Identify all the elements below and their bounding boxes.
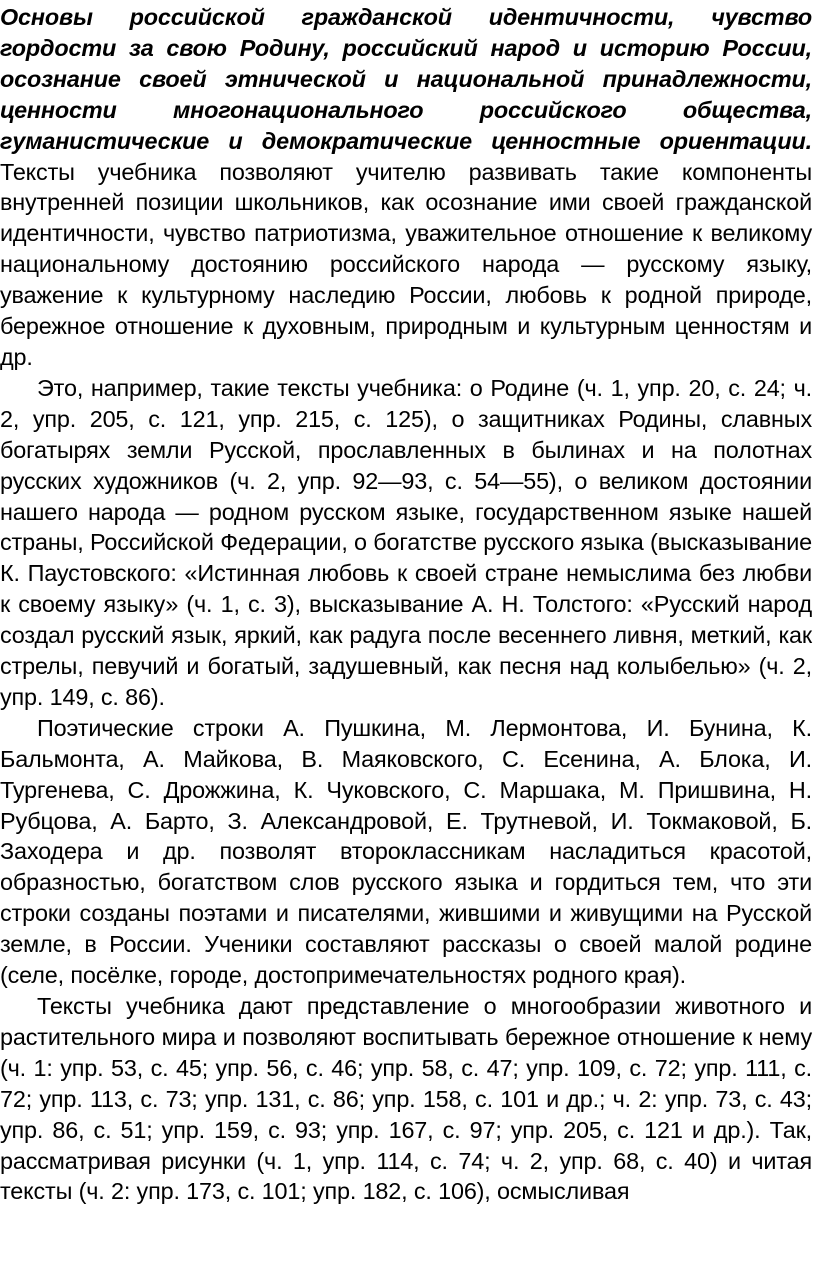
paragraph-2: Это, например, такие тексты учебника: о Родине (ч. 1, упр. 20, с. 24; ч. 2, упр. 205, с. 121, упр. 215, с. 125), о защитниках Родины, славных богатырях земли Русской, прославленных в былинах и на полотнах русских художников (ч. 2, упр. 92—93, с. 54—55), о великом достоянии нашего народа — родном русском языке, государственном языке нашей страны, Российской Федерации, о богатстве русского языка (высказывание К. Паустовского: «Истинная любовь к своей стране немыслима без любви к своему языку» (ч. 1, с. 3), высказывание А. Н. Толстого: «Русский народ создал русский язык, яркий, как радуга после весеннего ливня, меткий, как стрелы, певучий и богатый, задушевный, как песня над колыбелью» (ч. 2, упр. 149, с. 86). [0, 374, 812, 710]
paragraph-1 [0, 2, 812, 373]
paragraph-3: Поэтические строки А. Пушкина, М. Лермонтова, И. Бунина, К. Бальмонта, А. Майкова, В. Маяковского, С. Есенина, А. Блока, И. Тургенева, С. Дрожжина, К. Чуковского, С. Маршака, М. Пришвина, Н. Рубцова, А. Барто, З. Александровой, Е. Трутневой, И. Токмаковой, Б. Заходера и др. позволят второклассникам насладиться красотой, образностью, богатством слов русского языка и гордиться тем, что эти строки созданы поэтами и писателями, жившими и живущими на Русской земле, в России. Ученики составляют рассказы о своей малой родине (селе, посёлке, городе, достопримечательностях родного края). [0, 714, 812, 989]
paragraph-1-text: Тексты учебника позволяют учителю развивать такие компоненты внутренней позиции школьников, как осознание ими своей гражданской идентичности, чувство патриотизма, уважительное отношение к великому национальному достоянию российского народа — русскому языку, уважение к культурному наследию России, любовь к родной природе, бережное отношение к духовным, природным и культурным ценностям и др. [0, 158, 812, 370]
section-heading: Основы российской гражданской идентичности, чувство гордости за свою Родину, российский народ и историю России, осознание своей этнической и национальной принадлежности, ценности многонационального российского общества, гуманистические и демократические ценностные ориентации. [0, 4, 812, 154]
paragraph-4: Тексты учебника дают представление о многообразии животного и растительного мира и позволяют воспитывать бережное отношение к нему (ч. 1: упр. 53, с. 45; упр. 56, с. 46; упр. 58, с. 47; упр. 109, с. 72; упр. 111, с. 72; упр. 113, с. 73; упр. 131, с. 86; упр. 158, с. 101 и др.; ч. 2: упр. 73, с. 43; упр. 86, с. 51; упр. 159, с. 93; упр. 167, с. 97; упр. 205, с. 121 и др.). Так, рассматривая рисунки (ч. 1, упр. 114, с. 74; ч. 2, упр. 68, с. 40) и читая тексты (ч. 2: упр. 173, с. 101; упр. 182, с. 106), осмысливая [0, 993, 812, 1205]
